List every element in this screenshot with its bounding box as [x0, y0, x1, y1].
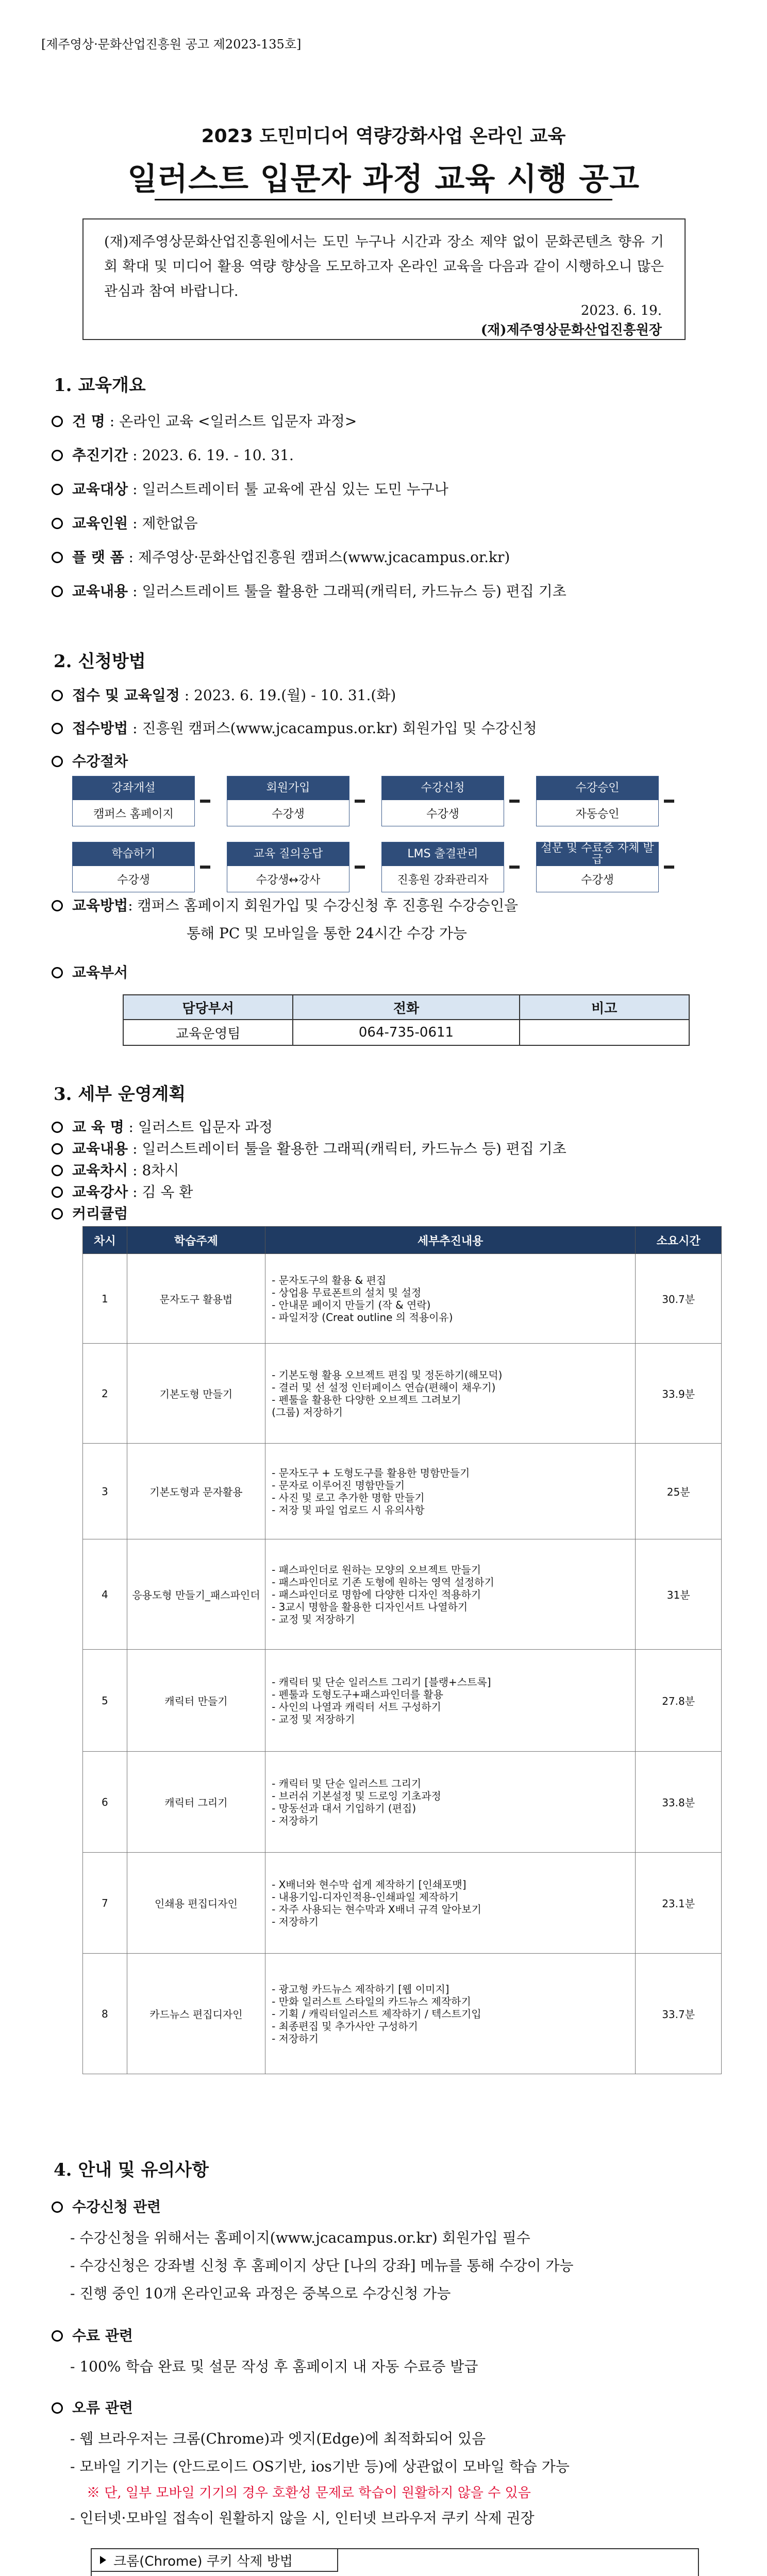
circle-bullet-icon — [52, 1165, 63, 1176]
circle-bullet-icon — [52, 967, 63, 978]
item-label: 접수방법 — [72, 720, 128, 737]
section-heading-1: 1. 교육개요 — [54, 375, 146, 396]
curr-header: 차시 — [83, 1227, 127, 1254]
session-topic: 캐릭터 만들기 — [127, 1650, 265, 1752]
session-topic: 카드뉴스 편집디자인 — [127, 1954, 265, 2074]
process-step — [227, 842, 349, 892]
item-label: 교육인원 — [72, 515, 128, 532]
triangle-right-icon — [100, 2556, 106, 2564]
detail-line: - 결러 및 선 설정 인터페이스 연습(편해이 채우기) — [272, 1381, 496, 1394]
session-number: 3 — [83, 1444, 127, 1539]
circle-bullet-icon — [52, 756, 63, 767]
item-label: 접수 및 교육일정 — [72, 687, 180, 704]
detail-line: - 광고형 카드뉴스 제작하기 [웹 이미지] — [272, 1982, 449, 1995]
detail-line: - 교정 및 저장하기 — [272, 1613, 355, 1625]
dept-cell — [520, 1020, 689, 1045]
session-duration: 27.8분 — [636, 1650, 722, 1752]
detail-line: - 펜툴과 도형도구+패스파인더를 활용 — [272, 1688, 443, 1701]
detail-line: - 패스파인더로 기존 도형에 원하는 영역 설정하기 — [272, 1575, 494, 1588]
session-number: 8 — [83, 1954, 127, 2074]
detail-line: - 문자도구의 활용 & 편집 — [272, 1274, 387, 1286]
process-step — [381, 842, 504, 892]
item-label: 교육내용 — [72, 583, 128, 600]
circle-bullet-icon — [52, 484, 63, 495]
error-line: - 인터넷·모바일 접속이 원활하지 않을 시, 인터넷 브라우저 쿠키 삭제 권장 — [70, 2510, 535, 2527]
session-topic: 응용도형 만들기_패스파인더 — [127, 1539, 265, 1650]
circle-bullet-icon — [52, 552, 63, 563]
title-underline — [155, 199, 612, 200]
session-details — [265, 1254, 636, 1344]
session-details — [265, 1752, 636, 1853]
session-details — [265, 1344, 636, 1444]
detail-line: - 망동선과 대서 기입하기 (편집) — [272, 1802, 416, 1815]
item-label: 교육내용 — [72, 1140, 128, 1157]
process-step-actor: 캠퍼스 홈페이지 — [73, 800, 194, 826]
process-arrow-icon — [664, 866, 674, 869]
intro-date: 2023. 6. 19. — [580, 303, 662, 318]
item-value: : 김 옥 환 — [128, 1183, 193, 1200]
session-duration: 33.9분 — [636, 1344, 722, 1444]
item-value: : 제한없음 — [128, 515, 198, 532]
detail-line: - 저장하기 — [272, 1814, 319, 1827]
detail-line: - 최종편집 및 추가사안 구성하기 — [272, 2020, 418, 2032]
session-number: 5 — [83, 1650, 127, 1752]
overview-item — [52, 1138, 566, 1158]
detail-line: - 패스파인더로 원하는 모양의 오브젝트 만들기 — [272, 1563, 481, 1576]
detail-line: - 패스파인더로 명함에 다양한 디자인 적용하기 — [272, 1588, 481, 1601]
item-label: 수강절차 — [72, 753, 128, 770]
item-value: : 일러스트레이터 툴 교육에 관심 있는 도민 누구나 — [128, 481, 448, 498]
error-line: - 모바일 기기는 (안드로이드 OS기반, ios기반 등)에 상관없이 모바일 학습 가능 — [70, 2458, 570, 2475]
enroll-line: - 진행 중인 10개 온라인교육 과정은 중복으로 수강신청 가능 — [70, 2285, 451, 2302]
intro-box — [82, 218, 686, 340]
process-arrow-icon — [509, 866, 520, 869]
detail-line: - 안내문 페이지 만들기 (작 & 연락) — [272, 1298, 431, 1311]
curr-header: 세부추진내용 — [265, 1227, 636, 1254]
item-label: 건 명 — [72, 413, 105, 430]
session-details — [265, 1539, 636, 1650]
overview-item — [52, 478, 448, 499]
session-duration: 33.8분 — [636, 1752, 722, 1853]
error-title: 오류 관련 — [52, 2397, 133, 2417]
detail-line: - 저장하기 — [272, 2032, 319, 2045]
process-step-title: LMS 출결관리 — [382, 842, 504, 866]
process-step — [536, 842, 659, 892]
curr-header: 소요시간 — [636, 1227, 722, 1254]
enroll-line: - 수강신청을 위해서는 홈페이지(www.jcacampus.or.kr) 회원가입 필수 — [70, 2229, 530, 2246]
item-value: : 일러스트 입문자 과정 — [124, 1118, 273, 1136]
dept-cell: 교육운영팀 — [123, 1020, 293, 1045]
process-arrow-icon — [200, 800, 210, 803]
session-duration: 23.1분 — [636, 1853, 722, 1954]
overview-item — [52, 684, 396, 705]
detail-line: - 파일저장 (Creat outline 의 적용이유) — [272, 1311, 453, 1324]
dept-header: 전화 — [293, 995, 519, 1020]
section-heading-4: 4. 안내 및 유의사항 — [54, 2160, 209, 2180]
item-value: : 일러스트레이트 툴을 활용한 그래픽(캐릭터, 카드뉴스 등) 편집 기초 — [128, 583, 566, 600]
table-row — [83, 1853, 722, 1954]
detail-line: - 문자로 이루어진 명함만들기 — [272, 1479, 405, 1492]
circle-bullet-icon — [52, 1143, 63, 1155]
circle-bullet-icon — [52, 1122, 63, 1133]
overview-item — [52, 1116, 273, 1137]
detail-line: - 저장하기 — [272, 1915, 319, 1928]
item-label: 추진기간 — [72, 447, 128, 464]
overview-item — [52, 444, 294, 465]
circle-bullet-icon — [52, 690, 63, 701]
session-topic: 인쇄용 편집디자인 — [127, 1853, 265, 1954]
process-step-title: 수강승인 — [537, 776, 658, 800]
overview-item — [52, 1159, 179, 1180]
detail-line: - 만화 일러스트 스타일의 카드뉴스 제작하기 — [272, 1995, 471, 2008]
process-step — [227, 776, 349, 826]
session-number: 7 — [83, 1853, 127, 1954]
session-topic: 캐릭터 그리기 — [127, 1752, 265, 1853]
detail-line: - X배너와 현수막 쉽게 제작하기 [인쇄포맷] — [272, 1878, 466, 1891]
item-label: 교 육 명 — [72, 1118, 124, 1136]
error-note: ※ 단, 일부 모바일 기기의 경우 호환성 문제로 학습이 원활하지 않을 수 있음 — [87, 2485, 531, 2501]
circle-bullet-icon — [52, 586, 63, 597]
table-row — [83, 1254, 722, 1344]
session-duration: 31분 — [636, 1539, 722, 1650]
curriculum-table — [82, 1226, 722, 2074]
process-step-title: 교육 질의응답 — [227, 842, 349, 866]
overview-item — [52, 546, 510, 567]
circle-bullet-icon — [52, 2330, 63, 2342]
process-step — [536, 776, 659, 826]
detail-line: (그룹) 저장하기 — [272, 1405, 343, 1418]
item-value: : 온라인 교육 <일러스트 입문자 과정> — [105, 413, 357, 430]
detail-line: - 3교시 명함을 활용한 디자인서트 나열하기 — [272, 1600, 468, 1613]
session-number: 2 — [83, 1344, 127, 1444]
detail-line: - 내용기입-디자인적용-인쇄파일 제작하기 — [272, 1890, 459, 1903]
dept-header: 비고 — [520, 995, 689, 1020]
process-step-title: 학습하기 — [73, 842, 194, 866]
process-step-title: 강좌개설 — [73, 776, 194, 800]
curriculum-body — [83, 1254, 722, 2074]
session-topic: 문자도구 활용법 — [127, 1254, 265, 1344]
curr-header: 학습주제 — [127, 1227, 265, 1254]
chrome-box-title: 크롬(Chrome) 쿠키 삭제 방법 — [91, 2548, 338, 2572]
detail-line: - 브러쉬 기본설정 및 드로잉 기초과정 — [272, 1789, 441, 1802]
intro-org: (재)제주영상문화산업진흥원장 — [480, 323, 662, 338]
dept-item: 교육부서 — [52, 961, 128, 982]
dept-table — [123, 994, 690, 1046]
process-arrow-icon — [355, 866, 365, 869]
table-row — [83, 1752, 722, 1853]
intro-text: (재)제주영상문화산업진흥원에서는 도민 누구나 시간과 장소 제약 없이 문화콘텐츠 향유 기회 확대 및 미디어 활용 역량 향상을 도모하고자 온라인 교육을 다음과 같이 시행하오니 많은 관심과 참여 바랍니다. — [104, 234, 664, 299]
session-details — [265, 1444, 636, 1539]
session-details — [265, 1853, 636, 1954]
circle-bullet-icon — [52, 2201, 63, 2213]
overview-item — [52, 750, 128, 771]
process-step-actor: 수강생 — [227, 800, 349, 826]
page-title: 일러스트 입문자 과정 교육 시행 공고 — [127, 161, 640, 197]
detail-line: - 기본도형 활용 오브젝트 편집 및 정돈하기(해모덕) — [272, 1368, 503, 1381]
table-row — [83, 1539, 722, 1650]
process-step-actor: 수강생 — [537, 866, 658, 892]
circle-bullet-icon — [52, 1187, 63, 1198]
item-value: : 진흥원 캠퍼스(www.jcacampus.or.kr) 회원가입 및 수강신청 — [128, 720, 537, 737]
item-label: 플 랫 폼 — [72, 549, 124, 566]
item-label: 교육차시 — [72, 1162, 128, 1179]
session-number: 4 — [83, 1539, 127, 1650]
table-row — [83, 1650, 722, 1752]
item-value: : 제주영상·문화산업진흥원 캠퍼스(www.jcacampus.or.kr) — [124, 549, 510, 566]
process-step-title: 회원가입 — [227, 776, 349, 800]
circle-bullet-icon — [52, 723, 63, 734]
circle-bullet-icon — [52, 416, 63, 427]
process-step — [72, 776, 195, 826]
session-details — [265, 1650, 636, 1752]
table-row — [83, 1954, 722, 2074]
overview-item — [52, 717, 537, 738]
process-step-title: 설문 및 수료증 자체 발급 — [537, 842, 658, 866]
overview-item — [52, 580, 566, 601]
process-arrow-icon — [200, 866, 210, 869]
session-number: 6 — [83, 1752, 127, 1853]
overview-item — [52, 512, 198, 533]
circle-bullet-icon — [52, 1208, 63, 1219]
table-row — [83, 1444, 722, 1539]
process-arrow-icon — [355, 800, 365, 803]
circle-bullet-icon — [52, 518, 63, 529]
detail-line: - 캐릭터 및 단순 일러스트 그리기 — [272, 1777, 422, 1790]
item-value: : 8차시 — [128, 1162, 179, 1179]
enroll-title: 수강신청 관련 — [52, 2196, 161, 2216]
process-step-actor: 수강생↔강사 — [227, 866, 349, 892]
session-topic: 기본도형과 문자활용 — [127, 1444, 265, 1539]
process-step-title: 수강신청 — [382, 776, 504, 800]
session-duration: 30.7분 — [636, 1254, 722, 1344]
process-step — [381, 776, 504, 826]
session-duration: 33.7분 — [636, 1954, 722, 2074]
session-number: 1 — [83, 1254, 127, 1344]
item-value: : 2023. 6. 19. - 10. 31. — [128, 447, 294, 464]
notice-number: [제주영상·문화산업진흥원 공고 제2023-135호] — [41, 37, 302, 52]
detail-line: - 펜툴을 활용한 다양한 오브젝트 그려보기 — [272, 1393, 461, 1406]
error-line: - 웹 브라우저는 크롬(Chrome)과 엣지(Edge)에 최적화되어 있음 — [70, 2430, 486, 2447]
process-step-actor: 진흥원 강좌관리자 — [382, 866, 504, 892]
dept-header: 담당부서 — [123, 995, 293, 1020]
detail-line: - 저장 및 파일 업로드 시 유의사항 — [272, 1503, 425, 1516]
section-heading-3: 3. 세부 운영계획 — [54, 1084, 186, 1105]
complete-line: - 100% 학습 완료 및 설문 작성 후 홈페이지 내 자동 수료증 발급 — [70, 2358, 478, 2375]
detail-line: - 캐릭터 및 단순 일러스트 그리기 [블랭+스트록] — [272, 1675, 491, 1688]
detail-line: - 사진 및 로고 추가한 명함 만들기 — [272, 1491, 425, 1504]
dept-cell: 064-735-0611 — [293, 1020, 519, 1045]
item-value: : 2023. 6. 19.(월) - 10. 31.(화) — [179, 687, 396, 704]
enroll-line: - 수강신청은 강좌별 신청 후 홈페이지 상단 [나의 강좌] 메뉴를 통해 수강이 가능 — [70, 2257, 574, 2274]
method-item: 교육방법: 캠퍼스 홈페이지 회원가입 및 수강신청 후 진흥원 수강승인을 — [52, 894, 518, 915]
circle-bullet-icon — [52, 900, 63, 911]
detail-line: - 기획 / 캐릭터일러스트 제작하기 / 텍스트기입 — [272, 2007, 481, 2020]
session-details — [265, 1954, 636, 2074]
detail-line: - 문자도구 + 도형도구를 활용한 명함만들기 — [272, 1466, 470, 1479]
detail-line: - 교정 및 저장하기 — [272, 1713, 355, 1725]
overview-item — [52, 1181, 193, 1201]
method-line-2: 통해 PC 및 모바일을 통한 24시간 수강 가능 — [187, 925, 467, 942]
item-label: 교육대상 — [72, 481, 128, 498]
section-heading-2: 2. 신청방법 — [54, 651, 146, 672]
process-step — [72, 842, 195, 892]
detail-line: - 사인의 나열과 캐릭터 서트 구성하기 — [272, 1700, 441, 1713]
item-label: 커리큘럼 — [72, 1205, 128, 1222]
item-value: : 일러스트레이터 툴을 활용한 그래픽(캐릭터, 카드뉴스 등) 편집 기초 — [128, 1140, 566, 1157]
process-step-actor: 수강생 — [382, 800, 504, 826]
title-subtitle: 2023 도민미디어 역량강화사업 온라인 교육 — [201, 126, 566, 147]
process-step-actor: 수강생 — [73, 866, 194, 892]
overview-item — [52, 410, 357, 431]
process-arrow-icon — [509, 800, 520, 803]
detail-line: - 자주 사용되는 현수막과 X배너 규격 알아보기 — [272, 1903, 481, 1916]
process-step-actor: 자동승인 — [537, 800, 658, 826]
complete-title: 수료 관련 — [52, 2325, 133, 2345]
circle-bullet-icon — [52, 2402, 63, 2414]
item-label: 교육강사 — [72, 1183, 128, 1200]
session-topic: 기본도형 만들기 — [127, 1344, 265, 1444]
table-row — [83, 1344, 722, 1444]
session-duration: 25분 — [636, 1444, 722, 1539]
detail-line: - 상업용 무료폰트의 설치 및 설정 — [272, 1286, 422, 1299]
circle-bullet-icon — [52, 450, 63, 461]
overview-item — [52, 1202, 128, 1223]
process-arrow-icon — [664, 800, 674, 803]
